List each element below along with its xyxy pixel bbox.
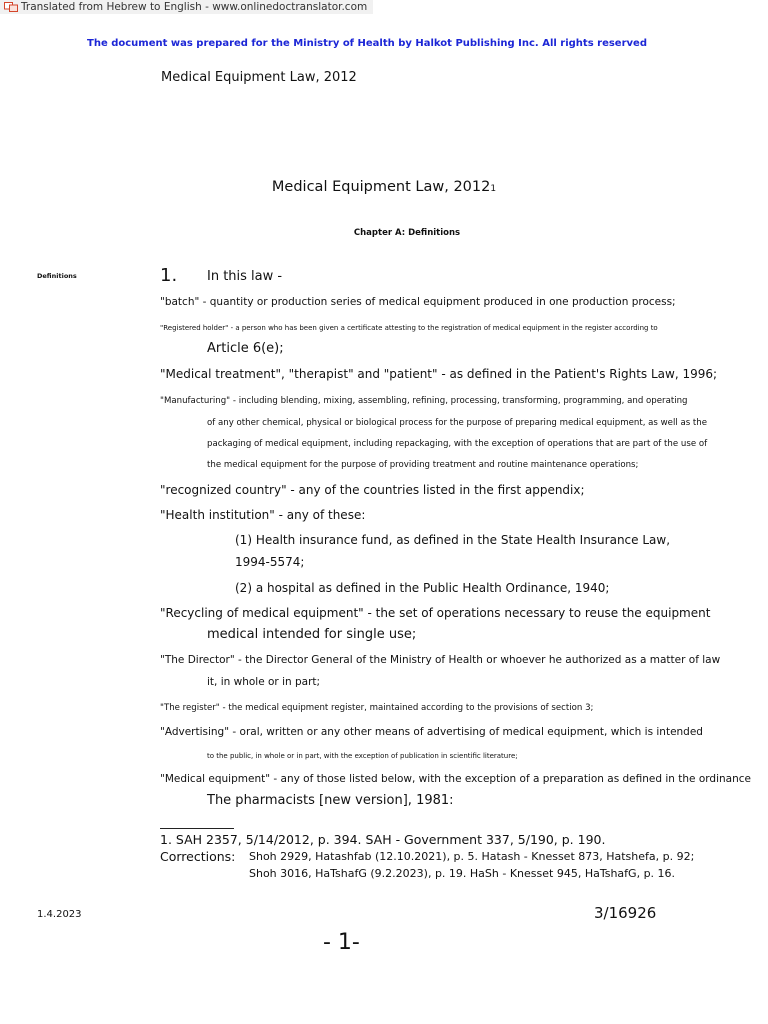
- footnote-text: 1. SAH 2357, 5/14/2012, p. 394. SAH - Government 337, 5/190, p. 190.: [160, 832, 606, 847]
- version-date: 1.4.2023: [37, 909, 82, 920]
- definition-batch: "batch" - quantity or production series of medical equipment produced in one production process;: [160, 296, 676, 308]
- health-institution-item-1: (1) Health insurance fund, as defined in the State Health Insurance Law,: [235, 533, 671, 547]
- translation-banner[interactable]: [0, 0, 373, 14]
- definition-registered-holder-cont: Article 6(e);: [207, 341, 284, 356]
- footnote-corrections-label: Corrections:: [160, 849, 236, 864]
- document-id: 3/16926: [594, 904, 657, 922]
- margin-note: Definitions: [37, 272, 77, 280]
- definition-medical-treatment: "Medical treatment", "therapist" and "patient" - as defined in the Patient's Rights Law, 1996;: [160, 367, 718, 381]
- definition-health-institution: "Health institution" - any of these:: [160, 508, 366, 522]
- definition-recycling-cont: medical intended for single use;: [207, 627, 417, 642]
- copyright-notice: The document was prepared for the Ministry of Health by Halkot Publishing Inc. All rights reserved: [87, 38, 647, 49]
- definition-manufacturing-line2: of any other chemical, physical or biological process for the purpose of preparing medical equipment, as well as the: [207, 418, 708, 428]
- definition-advertising: "Advertising" - oral, written or any other means of advertising of medical equipment, which is intended: [160, 726, 703, 738]
- health-institution-item-2: (2) a hospital as defined in the Public Health Ordinance, 1940;: [235, 581, 610, 595]
- definition-recognized-country: "recognized country" - any of the countries listed in the first appendix;: [160, 483, 585, 497]
- definition-director: "The Director" - the Director General of the Ministry of Health or whoever he authorized as a matter of law: [160, 654, 721, 666]
- footnote-correction-1: Shoh 2929, Hatashfab (12.10.2021), p. 5. Hatash - Knesset 873, Hatshefa, p. 92;: [249, 850, 695, 863]
- definition-register: "The register" - the medical equipment register, maintained according to the provisions of section 3;: [160, 703, 594, 713]
- definition-director-cont: it, in whole or in part;: [207, 676, 321, 688]
- chapter-heading: Chapter A: Definitions: [353, 228, 461, 238]
- footnote-mark: 1: [490, 184, 497, 194]
- translation-banner-text: Translated from Hebrew to English - www.onlinedoctranslator.com: [21, 1, 368, 13]
- definition-manufacturing: "Manufacturing" - including blending, mixing, assembling, refining, processing, transforming, programming, and operating: [160, 396, 688, 406]
- footnote-correction-2: Shoh 3016, HaTshafG (9.2.2023), p. 19. HaSh - Knesset 945, HaTshafG, p. 16.: [249, 867, 676, 880]
- footnote-separator: [160, 828, 234, 829]
- definition-advertising-cont: to the public, in whole or in part, with the exception of publication in scientific literature;: [207, 752, 518, 760]
- running-header: Medical Equipment Law, 2012: [161, 70, 357, 85]
- definition-manufacturing-line3: packaging of medical equipment, including repackaging, with the exception of operations that are part of the use of: [207, 439, 708, 449]
- definition-medical-equipment-cont: The pharmacists [new version], 1981:: [207, 793, 454, 808]
- health-institution-item-1-cont: 1994-5574;: [235, 555, 305, 569]
- document-title-text: Medical Equipment Law, 2012: [271, 179, 491, 195]
- document-title: [0, 179, 768, 195]
- definition-medical-equipment: "Medical equipment" - any of those listed below, with the exception of a preparation as defined in the ordinance: [160, 773, 751, 785]
- section-lead: In this law -: [207, 269, 283, 284]
- translate-icon: [4, 2, 18, 12]
- definition-recycling: "Recycling of medical equipment" - the set of operations necessary to reuse the equipment: [160, 606, 711, 620]
- definition-registered-holder: "Registered holder" - a person who has been given a certificate attesting to the registration of medical equipment in the register according to: [160, 324, 658, 332]
- page-number: - 1-: [323, 930, 360, 955]
- definition-manufacturing-line4: the medical equipment for the purpose of providing treatment and routine maintenance operations;: [207, 460, 639, 470]
- section-number: 1.: [160, 265, 178, 286]
